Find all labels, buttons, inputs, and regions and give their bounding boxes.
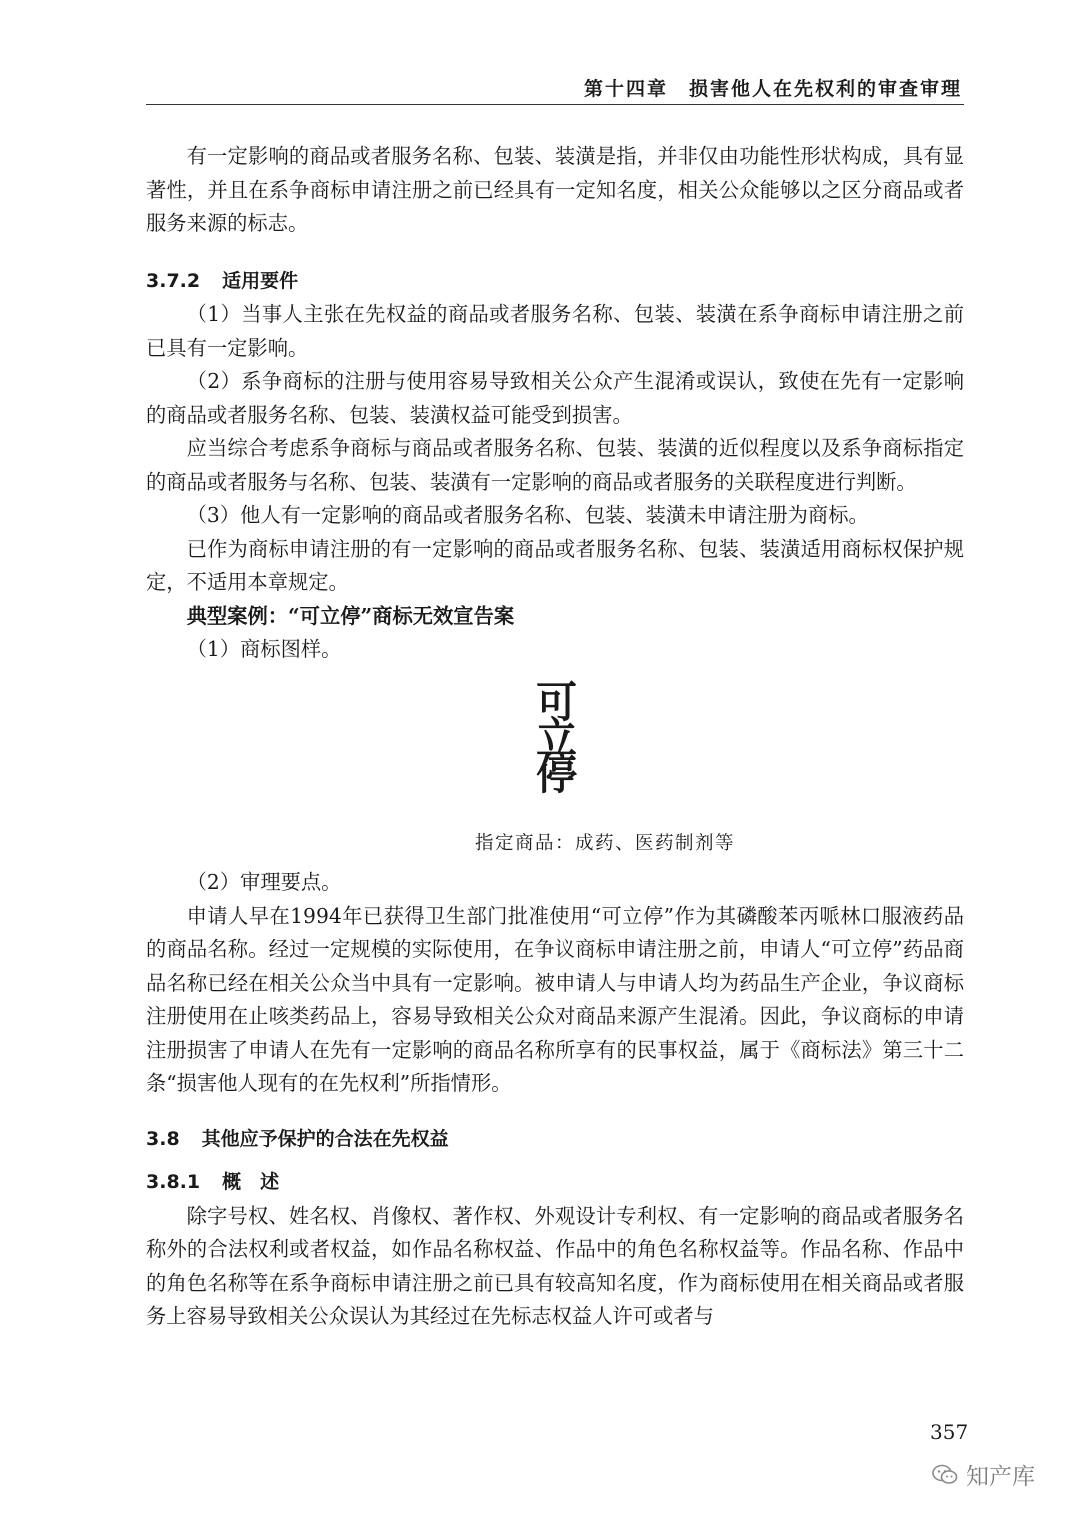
requirement-3-note: 已作为商标申请注册的有一定影响的商品或者服务名称、包装、装潢适用商标权保护规定，不适用本章规定。: [146, 536, 964, 594]
section-heading-3-8-1: [146, 1166, 964, 1200]
trademark-logo: [531, 677, 581, 800]
trademark-char: 停: [535, 749, 577, 800]
case-title: 典型案例：“可立停”商标无效宣告案: [186, 603, 515, 628]
section-title: 适用要件: [222, 269, 299, 292]
section-number: 3.8: [146, 1127, 180, 1150]
trademark-image: [146, 667, 964, 827]
wechat-icon: [932, 1464, 958, 1486]
trademark-char: 可: [535, 677, 577, 728]
case-item-2: （2）审理要点。: [186, 870, 342, 894]
running-header: [146, 68, 964, 105]
case-body: 申请人早在1994年已获得卫生部门批准使用“可立停”作为其磷酸苯丙哌林口服液药品的商品名称。经过一定规模的实际使用，在争议商标申请注册之前，申请人“可立停”药品商品名称已经在相关公众当中具有一定影响。被申请人与申请人均为药品生产企业，争议商标注册使用在止咳类药品上，容易导致相关公众对商品来源产生混淆。因此，争议商标的申请注册损害了申请人在先有一定影响的商品名称所享有的民事权益，属于《商标法》第三十二条“损害他人现有的在先权利”所指情形。: [146, 903, 964, 1095]
trademark-char: 立: [535, 713, 577, 764]
chapter-title: 第十四章 损害他人在先权利的审查审理: [583, 78, 962, 100]
section-title: 概 述: [222, 1171, 280, 1193]
requirement-3: （3）他人有一定影响的商品或者服务名称、包装、装潢未申请注册为商标。: [186, 503, 869, 527]
section-number: 3.7.2: [146, 269, 201, 292]
page-number: 357: [930, 1420, 969, 1444]
trademark-caption: 指定商品：成药、医药制剂等: [474, 832, 735, 854]
requirement-2-note: 应当综合考虑系争商标与商品或者服务名称、包装、装潢的近似程度以及系争商标指定的商品或者服务与名称、包装、装潢有一定影响的商品或者服务的关联程度进行判断。: [146, 436, 964, 494]
requirement-2: （2）系争商标的注册与使用容易导致相关公众产生混淆或误认，致使在先有一定影响的商品或者服务名称、包装、装潢权益可能受到损害。: [146, 369, 964, 427]
intro-paragraph: 有一定影响的商品或者服务名称、包装、装潢是指，并非仅由功能性形状构成，具有显著性，并且在系争商标申请注册之前已经具有一定知名度，相关公众能够以之区分商品或者服务来源的标志。: [146, 144, 964, 235]
watermark: [932, 1458, 1035, 1491]
overview-paragraph: 除字号权、姓名权、肖像权、著作权、外观设计专利权、有一定影响的商品或者服务名称外的合法权利或者权益，如作品名称权益、作品中的角色名称权益等。作品名称、作品中的角色名称等在系争商标申请注册之前已具有较高知名度，作为商标使用在相关商品或者服务上容易导致相关公众误认为其经过在先标志权益人许可或者与: [146, 1203, 964, 1328]
page-body: [146, 140, 964, 1334]
section-title: 其他应予保护的合法在先权益: [201, 1127, 449, 1150]
case-item-1: （1）商标图样。: [186, 637, 342, 661]
section-number: 3.8.1: [146, 1171, 201, 1193]
requirement-1: （1）当事人主张在先权益的商品或者服务名称、包装、装潢在系争商标申请注册之前已具有一定影响。: [146, 302, 964, 360]
section-heading-3-8: [146, 1123, 964, 1157]
watermark-text: 知产库: [966, 1464, 1035, 1490]
section-heading-3-7-2: [146, 265, 964, 299]
